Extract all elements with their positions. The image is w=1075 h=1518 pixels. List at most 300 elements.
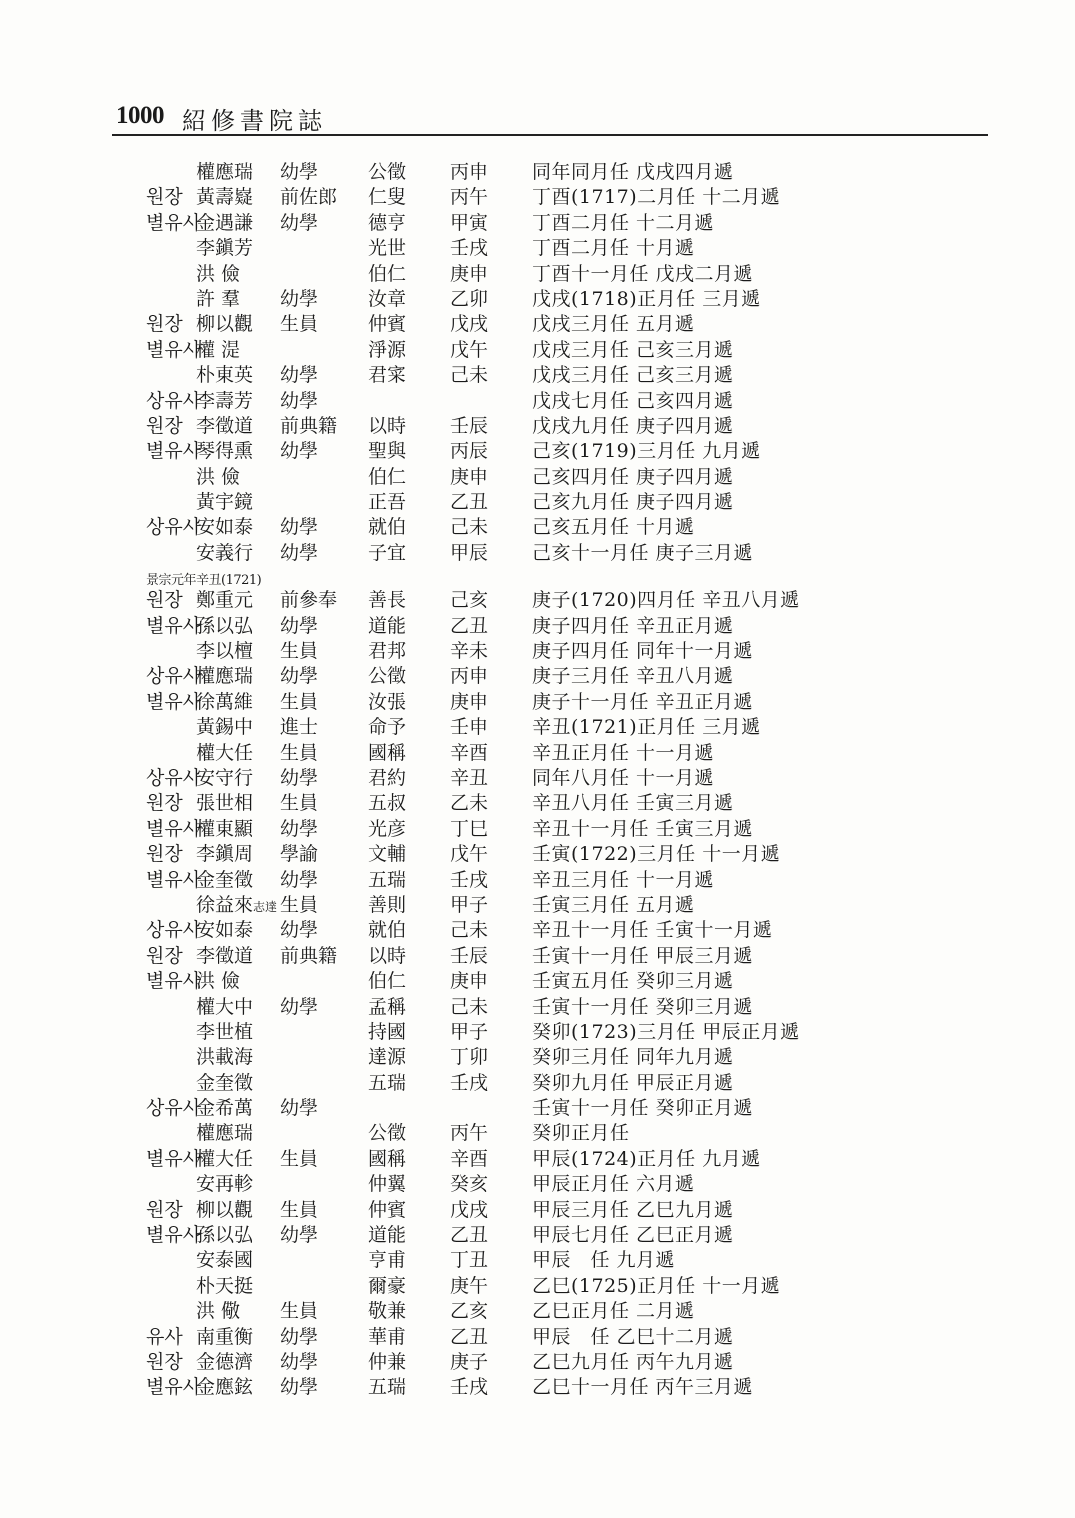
birth-year: 癸亥 [450, 1173, 489, 1196]
officer-rank: 幼學 [280, 1224, 319, 1247]
courtesy-name: 道能 [368, 614, 407, 637]
reign-label: 景宗元年辛丑(1721) [146, 573, 262, 589]
courtesy-name: 伯仁 [368, 262, 407, 285]
roster-row [0, 995, 1075, 1020]
officer-name: 權 湜 [196, 338, 241, 361]
tenure-period: 己亥九月任 庚子四月遞 [532, 491, 734, 514]
birth-year: 己未 [450, 919, 489, 942]
tenure-period: 壬寅三月任 五月遞 [532, 893, 695, 916]
roster-row [0, 690, 1075, 715]
tenure-period: 己亥十一月任 庚子三月遞 [532, 541, 754, 564]
officer-name: 朴東英 [196, 364, 254, 387]
tenure-period: 庚子十一月任 辛丑正月遞 [532, 690, 754, 713]
officer-role: 별유사 [146, 970, 202, 993]
officer-name: 鄭重元 [196, 589, 254, 612]
tenure-period: 壬寅十一月任 癸卯正月遞 [532, 1097, 754, 1120]
birth-year: 戊戌 [450, 313, 489, 336]
tenure-period: 同年八月任 十一月遞 [532, 766, 715, 789]
roster-row [0, 1299, 1075, 1324]
officer-name: 南重衡 [196, 1325, 254, 1348]
birth-year: 己未 [450, 995, 489, 1018]
roster-row [0, 1121, 1075, 1146]
officer-rank: 幼學 [280, 364, 319, 387]
birth-year: 丙申 [450, 665, 489, 688]
roster-row [0, 287, 1075, 312]
birth-year: 乙未 [450, 792, 489, 815]
roster-row [0, 1045, 1075, 1070]
birth-year: 乙丑 [450, 1325, 489, 1348]
roster-row [0, 614, 1075, 639]
officer-name: 柳以觀 [196, 1198, 254, 1221]
tenure-period: 庚子三月任 辛丑八月遞 [532, 665, 734, 688]
officer-name: 金德濟 [196, 1350, 254, 1373]
roster-row [0, 1325, 1075, 1350]
officer-role: 원장 [146, 313, 183, 336]
officer-name: 李鎭周 [196, 843, 254, 866]
officer-name: 徐萬維 [196, 690, 254, 713]
courtesy-name: 就伯 [368, 516, 407, 539]
page-number: 1000 [116, 102, 164, 129]
officer-name: 權大中 [196, 995, 254, 1018]
officer-role: 별유사 [146, 817, 202, 840]
officer-role: 상유사 [146, 919, 202, 942]
tenure-period: 己亥五月任 十月遞 [532, 516, 695, 539]
officer-name: 安守行 [196, 766, 254, 789]
birth-year: 乙丑 [450, 614, 489, 637]
officer-name: 李世植 [196, 1020, 254, 1043]
birth-year: 甲辰 [450, 541, 489, 564]
courtesy-name: 善則 [368, 893, 407, 916]
officer-name: 安泰國 [196, 1249, 254, 1272]
roster-row [0, 842, 1075, 867]
officer-role: 상유사 [146, 766, 202, 789]
birth-year: 辛酉 [450, 741, 489, 764]
tenure-period: 壬寅五月任 癸卯三月遞 [532, 970, 734, 993]
tenure-period: 壬寅十一月任 甲辰三月遞 [532, 944, 754, 967]
courtesy-name: 道能 [368, 1224, 407, 1247]
officer-role: 상유사 [146, 389, 202, 412]
courtesy-name: 五叔 [368, 792, 407, 815]
roster-row [0, 868, 1075, 893]
courtesy-name: 五瑞 [368, 1376, 407, 1399]
birth-year: 戊午 [450, 843, 489, 866]
roster-row [0, 1198, 1075, 1223]
roster-row [0, 1274, 1075, 1299]
officer-name: 權應瑞 [196, 1122, 254, 1145]
tenure-period: 庚子四月任 辛丑正月遞 [532, 614, 734, 637]
officer-name: 洪載海 [196, 1046, 254, 1069]
courtesy-name: 敬兼 [368, 1300, 407, 1323]
officer-rank: 幼學 [280, 995, 319, 1018]
officer-name: 柳以觀 [196, 313, 254, 336]
officer-name: 黃壽嶷 [196, 186, 254, 209]
courtesy-name: 子宜 [368, 541, 407, 564]
birth-year: 辛酉 [450, 1147, 489, 1170]
courtesy-name: 以時 [368, 414, 407, 437]
roster-row [0, 439, 1075, 464]
tenure-period: 乙巳十一月任 丙午三月遞 [532, 1376, 754, 1399]
officer-name: 洪 儉 [196, 262, 241, 285]
tenure-period: 丁酉二月任 十月遞 [532, 237, 695, 260]
officer-name: 孫以弘 [196, 1224, 254, 1247]
officer-roster [0, 160, 1075, 1401]
birth-year: 己未 [450, 516, 489, 539]
officer-rank: 生員 [280, 792, 319, 815]
roster-row [0, 312, 1075, 337]
roster-row [0, 490, 1075, 515]
page-header [112, 98, 988, 136]
courtesy-name: 國稱 [368, 741, 407, 764]
tenure-period: 乙巳正月任 二月遞 [532, 1300, 695, 1323]
courtesy-name: 仲賓 [368, 1198, 407, 1221]
officer-rank: 前典籍 [280, 414, 338, 437]
roster-row [0, 160, 1075, 185]
officer-name: 孫以弘 [196, 614, 254, 637]
officer-rank: 幼學 [280, 919, 319, 942]
officer-role: 원장 [146, 843, 183, 866]
officer-rank: 幼學 [280, 440, 319, 463]
roster-row [0, 515, 1075, 540]
officer-rank: 幼學 [280, 516, 319, 539]
roster-row [0, 465, 1075, 490]
officer-name: 黃錫中 [196, 716, 254, 739]
roster-row [0, 588, 1075, 613]
roster-row [0, 338, 1075, 363]
officer-name: 金希萬 [196, 1097, 254, 1120]
birth-year: 壬辰 [450, 944, 489, 967]
officer-rank: 生員 [280, 1300, 319, 1323]
tenure-period: 丁酉十一月任 戊戌二月遞 [532, 262, 754, 285]
tenure-period: 辛丑十一月任 壬寅三月遞 [532, 817, 754, 840]
officer-rank: 生員 [280, 313, 319, 336]
courtesy-name: 善長 [368, 589, 407, 612]
birth-year: 壬戌 [450, 237, 489, 260]
tenure-period: 甲辰七月任 乙巳正月遞 [532, 1224, 734, 1247]
courtesy-name: 孟稱 [368, 995, 407, 1018]
birth-year: 戊戌 [450, 1198, 489, 1221]
officer-name: 洪 儉 [196, 970, 241, 993]
birth-year: 甲子 [450, 1020, 489, 1043]
courtesy-name: 華甫 [368, 1325, 407, 1348]
courtesy-name: 聖與 [368, 440, 407, 463]
birth-year: 壬戌 [450, 868, 489, 891]
birth-year: 丁丑 [450, 1249, 489, 1272]
officer-name: 洪 儆 [196, 1300, 241, 1323]
officer-rank: 幼學 [280, 1325, 319, 1348]
birth-year: 庚申 [450, 690, 489, 713]
officer-rank: 生員 [280, 1198, 319, 1221]
roster-row [0, 1350, 1075, 1375]
birth-year: 乙卯 [450, 287, 489, 310]
roster-row [0, 1071, 1075, 1096]
officer-name: 張世相 [196, 792, 254, 815]
tenure-period: 乙巳九月任 丙午九月遞 [532, 1350, 734, 1373]
officer-rank: 生員 [280, 640, 319, 663]
officer-role: 별유사 [146, 614, 202, 637]
birth-year: 壬戌 [450, 1071, 489, 1094]
roster-row [0, 1147, 1075, 1172]
birth-year: 壬戌 [450, 1376, 489, 1399]
officer-role: 별유사 [146, 868, 202, 891]
birth-year: 乙丑 [450, 1224, 489, 1247]
courtesy-name: 汝章 [368, 287, 407, 310]
officer-role: 상유사 [146, 665, 202, 688]
officer-role: 별유사 [146, 440, 202, 463]
courtesy-name: 文輔 [368, 843, 407, 866]
officer-name [196, 893, 277, 920]
tenure-period: 辛丑正月任 十一月遞 [532, 741, 715, 764]
birth-year: 壬申 [450, 716, 489, 739]
courtesy-name: 爾豪 [368, 1274, 407, 1297]
birth-year: 壬辰 [450, 414, 489, 437]
officer-name: 洪 儉 [196, 465, 241, 488]
officer-rank: 幼學 [280, 868, 319, 891]
tenure-period: 癸卯正月任 [532, 1122, 630, 1145]
officer-rank: 幼學 [280, 1376, 319, 1399]
officer-name: 金應鉉 [196, 1376, 254, 1399]
tenure-period: 辛丑八月任 壬寅三月遞 [532, 792, 734, 815]
roster-row [0, 363, 1075, 388]
courtesy-name: 仲翼 [368, 1173, 407, 1196]
tenure-period: 己亥四月任 庚子四月遞 [532, 465, 734, 488]
courtesy-name: 汝張 [368, 690, 407, 713]
officer-role: 별유사 [146, 1147, 202, 1170]
birth-year: 己亥 [450, 589, 489, 612]
officer-name: 金遇謙 [196, 211, 254, 234]
tenure-period: 癸卯九月任 甲辰正月遞 [532, 1071, 734, 1094]
officer-role: 상유사 [146, 1097, 202, 1120]
birth-year: 庚子 [450, 1350, 489, 1373]
roster-row [0, 211, 1075, 236]
officer-name: 安義行 [196, 541, 254, 564]
roster-row [0, 893, 1075, 918]
officer-rank: 幼學 [280, 614, 319, 637]
officer-rank: 幼學 [280, 161, 319, 183]
officer-name: 李徵道 [196, 944, 254, 967]
officer-rank: 幼學 [280, 287, 319, 310]
officer-rank: 幼學 [280, 665, 319, 688]
officer-rank: 幼學 [280, 389, 319, 412]
officer-name: 安再軫 [196, 1173, 254, 1196]
courtesy-name: 五瑞 [368, 868, 407, 891]
officer-role: 원장 [146, 1350, 183, 1373]
book-title: 紹修書院誌 [182, 107, 327, 135]
courtesy-name: 亨甫 [368, 1249, 407, 1272]
officer-rank: 前佐郎 [280, 186, 338, 209]
tenure-period: 庚子四月任 同年十一月遞 [532, 640, 754, 663]
officer-role: 별유사 [146, 690, 202, 713]
roster-row [0, 236, 1075, 261]
officer-name: 安如泰 [196, 919, 254, 942]
birth-year: 丁卯 [450, 1046, 489, 1069]
officer-name-text: 徐益來 [196, 893, 254, 916]
reign-section-label [0, 566, 1075, 588]
tenure-period: 甲辰正月任 六月遞 [532, 1173, 695, 1196]
birth-year: 甲子 [450, 893, 489, 916]
roster-row [0, 791, 1075, 816]
officer-role: 유사 [146, 1325, 183, 1348]
roster-row [0, 414, 1075, 439]
birth-year: 庚申 [450, 262, 489, 285]
officer-name: 權大任 [196, 741, 254, 764]
courtesy-name: 君約 [368, 766, 407, 789]
officer-role: 별유사 [146, 211, 202, 234]
tenure-period: 癸卯三月任 同年九月遞 [532, 1046, 734, 1069]
courtesy-name: 國稱 [368, 1147, 407, 1170]
courtesy-name: 達源 [368, 1046, 407, 1069]
officer-rank: 生員 [280, 1147, 319, 1170]
birth-year: 乙亥 [450, 1300, 489, 1323]
courtesy-name: 公徵 [368, 1122, 407, 1145]
tenure-period: 甲辰三月任 乙巳九月遞 [532, 1198, 734, 1221]
courtesy-name: 仁叟 [368, 186, 407, 209]
roster-row [0, 715, 1075, 740]
officer-rank: 前典籍 [280, 944, 338, 967]
officer-rank: 生員 [280, 690, 319, 713]
roster-row [0, 262, 1075, 287]
tenure-period: 戊戌三月任 己亥三月遞 [532, 364, 734, 387]
officer-name: 李以檀 [196, 640, 254, 663]
roster-row [0, 741, 1075, 766]
birth-year: 丙辰 [450, 440, 489, 463]
courtesy-name: 持國 [368, 1020, 407, 1043]
birth-year: 丙午 [450, 1122, 489, 1145]
birth-year: 丙午 [450, 186, 489, 209]
officer-role: 원장 [146, 186, 183, 209]
officer-name: 金奎徵 [196, 1071, 254, 1094]
officer-name: 權東顯 [196, 817, 254, 840]
birth-year: 丙申 [450, 161, 489, 183]
officer-rank: 幼學 [280, 1350, 319, 1373]
birth-year: 庚申 [450, 970, 489, 993]
tenure-period: 戊戌九月任 庚子四月遞 [532, 414, 734, 437]
tenure-period: 丁酉二月任 十二月遞 [532, 211, 715, 234]
courtesy-name: 淨源 [368, 338, 407, 361]
birth-year: 丁巳 [450, 817, 489, 840]
courtesy-name: 正吾 [368, 491, 407, 514]
tenure-period: 己亥(1719)三月任 九月遞 [532, 440, 761, 463]
tenure-period: 辛丑三月任 十一月遞 [532, 868, 715, 891]
birth-year: 庚申 [450, 465, 489, 488]
tenure-period: 壬寅十一月任 癸卯三月遞 [532, 995, 754, 1018]
officer-name: 安如泰 [196, 516, 254, 539]
tenure-period: 壬寅(1722)三月任 十一月遞 [532, 843, 781, 866]
officer-name: 琴得熏 [196, 440, 254, 463]
name-annotation: 志達 [253, 899, 278, 914]
courtesy-name: 命予 [368, 716, 407, 739]
officer-name: 權應瑞 [196, 665, 254, 688]
officer-name: 權應瑞 [196, 161, 254, 183]
officer-name: 李徵道 [196, 414, 254, 437]
courtesy-name: 以時 [368, 944, 407, 967]
birth-year: 甲寅 [450, 211, 489, 234]
tenure-period: 丁酉(1717)二月任 十二月遞 [532, 186, 781, 209]
tenure-period: 甲辰 任 九月遞 [532, 1249, 676, 1272]
roster-row [0, 766, 1075, 791]
officer-rank: 生員 [280, 741, 319, 764]
officer-role: 원장 [146, 944, 183, 967]
courtesy-name: 仲賓 [368, 313, 407, 336]
courtesy-name: 君邦 [368, 640, 407, 663]
officer-name: 金奎徵 [196, 868, 254, 891]
officer-role: 원장 [146, 1198, 183, 1221]
courtesy-name: 伯仁 [368, 970, 407, 993]
officer-name: 權大任 [196, 1147, 254, 1170]
courtesy-name: 公徵 [368, 161, 407, 183]
officer-rank: 幼學 [280, 1097, 319, 1120]
courtesy-name: 公徵 [368, 665, 407, 688]
officer-name: 李壽芳 [196, 389, 254, 412]
officer-rank: 幼學 [280, 541, 319, 564]
officer-rank: 進士 [280, 716, 319, 739]
tenure-period: 同年同月任 戊戌四月遞 [532, 161, 734, 183]
officer-rank: 前參奉 [280, 589, 338, 612]
tenure-period: 乙巳(1725)正月任 十一月遞 [532, 1274, 781, 1297]
roster-row [0, 1375, 1075, 1400]
tenure-period: 甲辰(1724)正月任 九月遞 [532, 1147, 761, 1170]
officer-name: 許 羣 [196, 287, 241, 310]
roster-row [0, 389, 1075, 414]
officer-name: 李鎭芳 [196, 237, 254, 260]
tenure-period: 庚子(1720)四月任 辛丑八月遞 [532, 589, 800, 612]
birth-year: 己未 [450, 364, 489, 387]
roster-row [0, 1172, 1075, 1197]
roster-row [0, 664, 1075, 689]
birth-year: 庚午 [450, 1274, 489, 1297]
courtesy-name: 五瑞 [368, 1071, 407, 1094]
roster-row [0, 541, 1075, 566]
birth-year: 辛未 [450, 640, 489, 663]
courtesy-name: 仲兼 [368, 1350, 407, 1373]
roster-row [0, 944, 1075, 969]
roster-row [0, 1096, 1075, 1121]
tenure-period: 癸卯(1723)三月任 甲辰正月遞 [532, 1020, 800, 1043]
courtesy-name: 光世 [368, 237, 407, 260]
officer-role: 별유사 [146, 1376, 202, 1399]
officer-rank: 幼學 [280, 766, 319, 789]
birth-year: 戊午 [450, 338, 489, 361]
officer-rank: 幼學 [280, 211, 319, 234]
tenure-period: 甲辰 任 乙巳十二月遞 [532, 1325, 734, 1348]
roster-row [0, 185, 1075, 210]
tenure-period: 戊戌三月任 五月遞 [532, 313, 695, 336]
tenure-period: 戊戌(1718)正月任 三月遞 [532, 287, 761, 310]
courtesy-name: 伯仁 [368, 465, 407, 488]
roster-row [0, 1223, 1075, 1248]
birth-year: 乙丑 [450, 491, 489, 514]
roster-row [0, 1020, 1075, 1045]
courtesy-name: 光彦 [368, 817, 407, 840]
officer-role: 원장 [146, 589, 183, 612]
officer-rank: 幼學 [280, 817, 319, 840]
birth-year: 辛丑 [450, 766, 489, 789]
courtesy-name: 君寀 [368, 364, 407, 387]
tenure-period: 辛丑十一月任 壬寅十一月遞 [532, 919, 773, 942]
roster-row [0, 639, 1075, 664]
officer-name: 黃宇鏡 [196, 491, 254, 514]
officer-rank: 生員 [280, 893, 319, 916]
officer-rank: 學諭 [280, 843, 319, 866]
officer-role: 별유사 [146, 338, 202, 361]
officer-role: 원장 [146, 414, 183, 437]
tenure-period: 戊戌七月任 己亥四月遞 [532, 389, 734, 412]
officer-name: 朴天挺 [196, 1274, 254, 1297]
roster-row [0, 1248, 1075, 1273]
tenure-period: 辛丑(1721)正月任 三月遞 [532, 716, 761, 739]
officer-role: 원장 [146, 792, 183, 815]
courtesy-name: 就伯 [368, 919, 407, 942]
roster-row [0, 918, 1075, 943]
